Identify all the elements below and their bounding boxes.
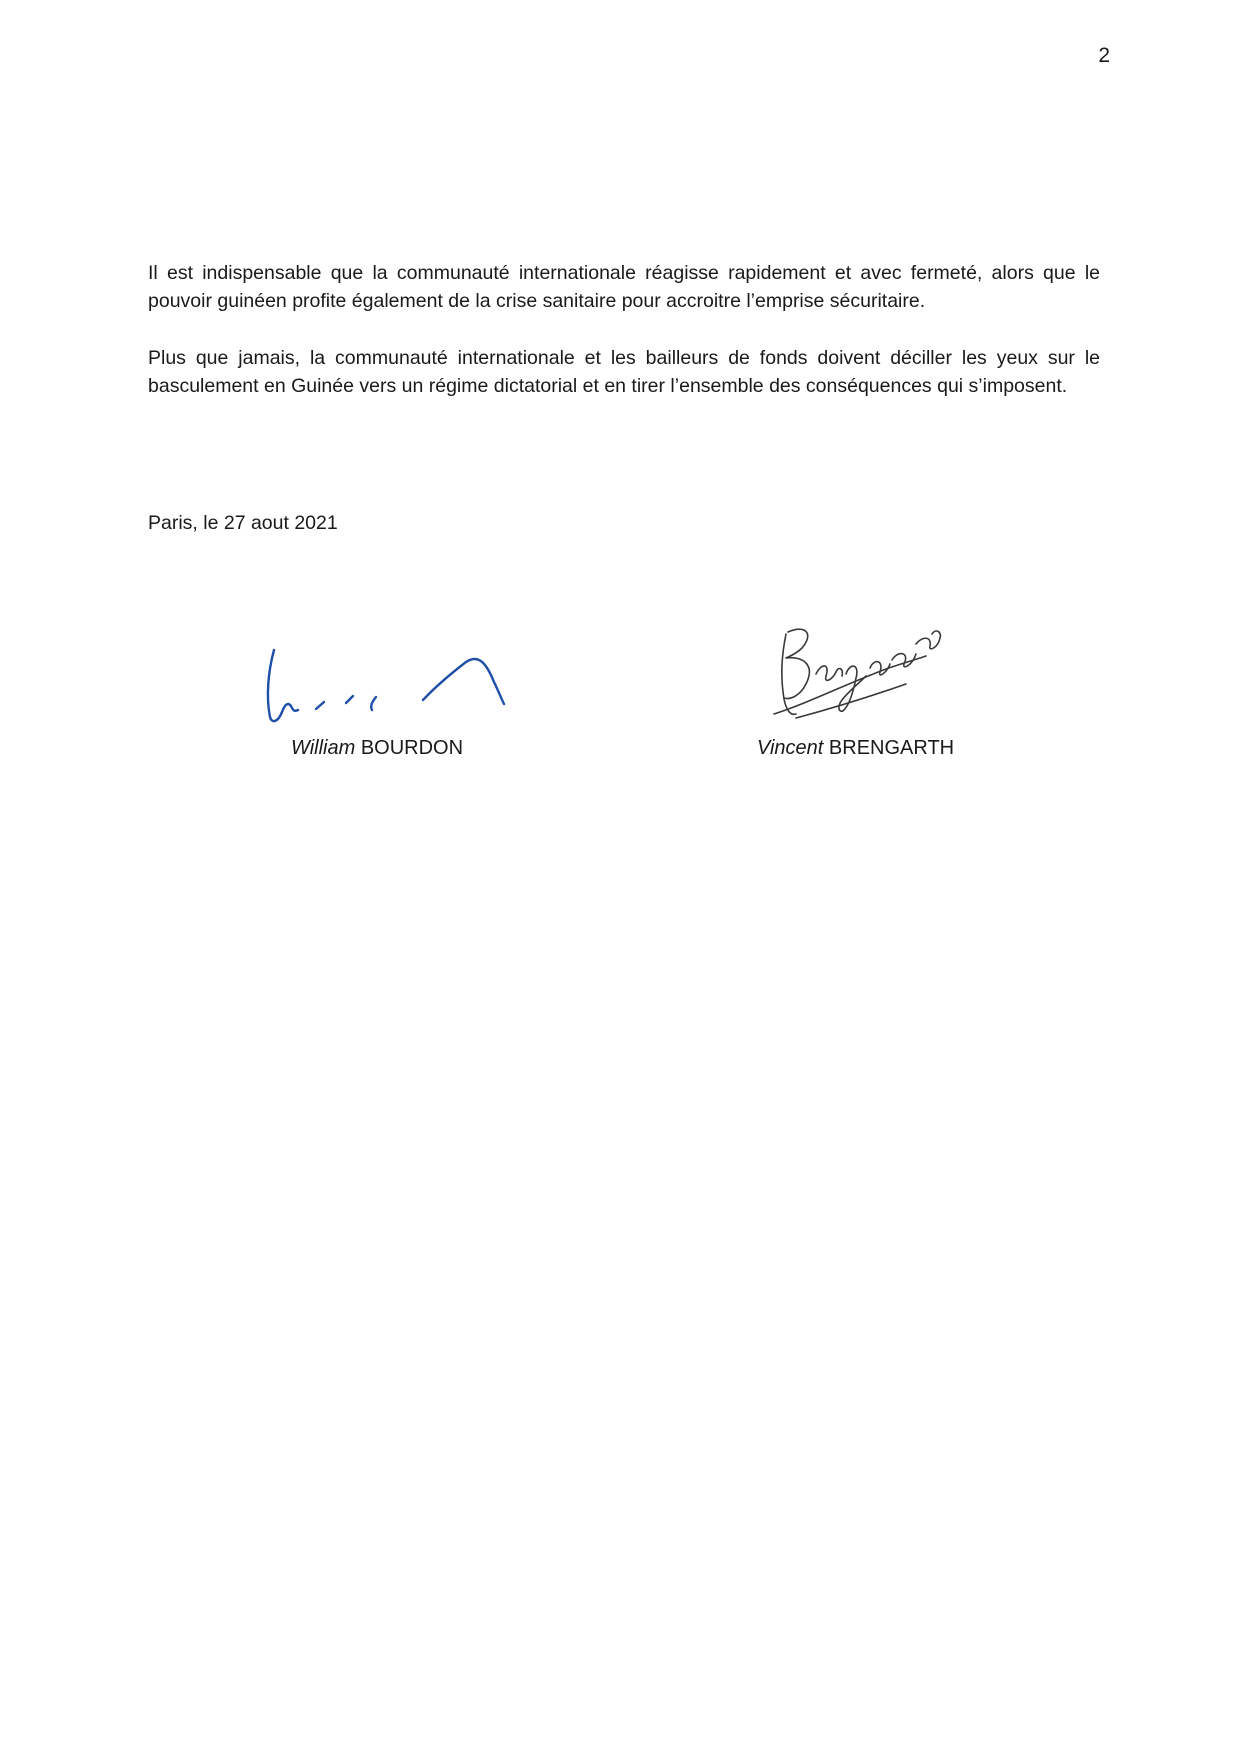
paragraph-text: Plus que jamais, la communauté internationale et les bailleurs de fonds doivent déciller les yeux sur le basculement en Guinée vers un régime dictatorial et en tirer l’ensemble des conséquences qui s’imposent. xyxy=(148,347,1100,397)
signatory-name-bourdon xyxy=(291,737,463,760)
signature-vincent-brengarth-image xyxy=(766,614,946,734)
signatory-first-name: William xyxy=(291,737,356,759)
signatory-name-brengarth xyxy=(757,737,954,760)
signature-william-bourdon-image xyxy=(258,642,508,732)
body-paragraph-1 xyxy=(148,260,1100,315)
signatory-last-name: BOURDON xyxy=(360,737,464,759)
body-paragraph-2 xyxy=(148,345,1100,400)
place-date-line: Paris, le 27 aout 2021 xyxy=(148,512,338,534)
signatory-last-name: BRENGARTH xyxy=(828,737,955,759)
page-number: 2 xyxy=(1098,44,1110,67)
signatory-first-name: Vincent xyxy=(757,737,824,759)
paragraph-text: Il est indispensable que la communauté internationale réagisse rapidement et avec fermeté, alors que le pouvoir guinéen profite également de la crise sanitaire pour accroitre l’emprise sécuritaire. xyxy=(148,262,1100,312)
